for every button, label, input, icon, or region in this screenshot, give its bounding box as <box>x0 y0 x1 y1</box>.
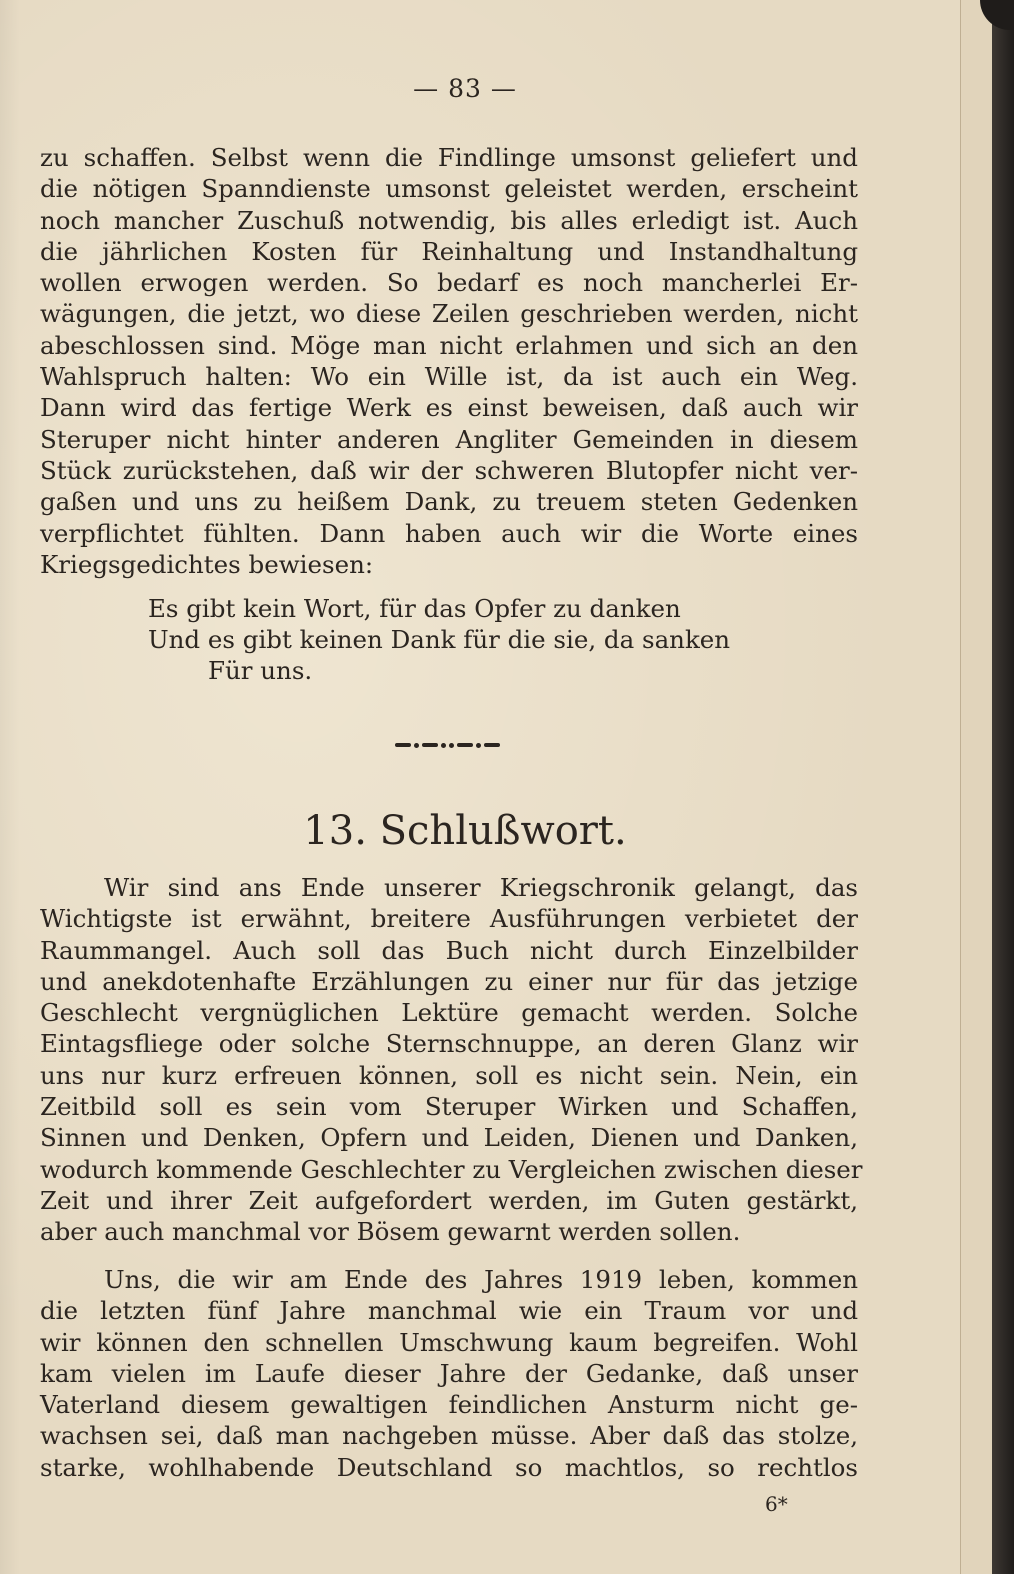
text-line: wägungen, die jetzt, wo diese Zeilen geschrieben werden, nicht <box>40 299 858 329</box>
text-line: kam vielen im Laufe dieser Jahre der Gedanke, daß unser <box>40 1358 858 1388</box>
text-line: wodurch kommende Geschlechter zu Vergleichen zwischen dieser <box>40 1154 863 1184</box>
text-line: Stück zurückstehen, daß wir der schweren Blutopfer nicht ver- <box>40 455 858 485</box>
text-line: Eintagsfliege oder solche Sternschnuppe, an deren Glanz wir <box>40 1029 858 1059</box>
verse-line: Es gibt kein Wort, für das Opfer zu danken <box>148 594 681 623</box>
text-line: wachsen sei, daß man nachgeben müsse. Aber daß das stolze, <box>40 1421 858 1451</box>
text-line: noch mancher Zuschuß notwendig, bis alles erledigt ist. Auch <box>40 205 858 235</box>
text-line: wir können den schnellen Umschwung kaum begreifen. Wohl <box>40 1327 858 1357</box>
paragraph-schlusswort-2 <box>40 1264 858 1483</box>
text-line: Kriegsgedichtes bewiesen: <box>40 549 374 579</box>
text-line: Vaterland diesem gewaltigen feindlichen Ansturm nicht ge- <box>40 1390 858 1420</box>
text-line: Zeitbild soll es sein vom Steruper Wirken und Schaffen, <box>40 1092 858 1122</box>
text-line: uns nur kurz erfreuen können, soll es nicht sein. Nein, ein <box>40 1060 858 1090</box>
verse-line: Und es gibt keinen Dank für die sie, da sanken <box>148 625 731 654</box>
verse-line: Für uns. <box>208 656 313 685</box>
text-line: starke, wohlhabende Deutschland so machtlos, so rechtlos <box>40 1452 858 1482</box>
verse-quote <box>148 593 730 686</box>
text-line: gaßen und uns zu heißem Dank, zu treuem steten Gedenken <box>40 487 858 517</box>
text-line: Uns, die wir am Ende des Jahres 1919 leben, kommen <box>104 1265 858 1294</box>
page-edge <box>960 0 993 1574</box>
text-line: Wahlspruch halten: Wo ein Wille ist, da ist auch ein Weg. <box>40 362 858 392</box>
text-line: Wir sind ans Ende unserer Kriegschronik gelangt, das <box>104 873 858 902</box>
text-line: und anekdotenhafte Erzählungen zu einer nur für das jetzige <box>40 966 858 996</box>
text-line: Zeit und ihrer Zeit aufgefordert werden, im Guten gestärkt, <box>40 1185 858 1215</box>
text-line: Raummangel. Auch soll das Buch nicht durch Einzelbilder <box>40 935 858 965</box>
section-heading: 13. Schlußwort. <box>303 808 627 854</box>
text-line: zu schaffen. Selbst wenn die Findlinge umsonst geliefert und <box>40 143 858 172</box>
text-line: die nötigen Spanndienste umsonst geleistet werden, erscheint <box>40 174 858 204</box>
book-binding <box>992 0 1014 1574</box>
text-line: abeschlossen sind. Möge man nicht erlahmen und sich an den <box>40 330 858 360</box>
text-line: Steruper nicht hinter anderen Angliter Gemeinden in diesem <box>40 424 858 454</box>
signature-mark: 6* <box>765 1492 788 1516</box>
text-line: die jährlichen Kosten für Reinhaltung und Instandhaltung <box>40 236 858 266</box>
text-line: verpflichtet fühlten. Dann haben auch wir die Worte eines <box>40 518 858 548</box>
text-line: Dann wird das fertige Werk es einst beweisen, daß auch wir <box>40 393 858 423</box>
paragraph-continuation <box>40 142 858 580</box>
text-line: wollen erwogen werden. So bedarf es noch mancherlei Er- <box>40 268 858 298</box>
text-line: die letzten fünf Jahre manchmal wie ein Traum vor und <box>40 1296 858 1326</box>
text-line: Sinnen und Denken, Opfern und Leiden, Dienen und Danken, <box>40 1123 858 1153</box>
page-number: — 83 — <box>413 74 517 103</box>
section-divider-ornament-icon <box>372 738 522 752</box>
paragraph-schlusswort-1 <box>40 872 863 1248</box>
text-line: Wichtigste ist erwähnt, breitere Ausführungen verbietet der <box>40 904 858 934</box>
text-line: aber auch manchmal vor Bösem gewarnt werden sollen. <box>40 1217 741 1247</box>
text-line: Geschlecht vergnüglichen Lektüre gemacht werden. Solche <box>40 998 858 1028</box>
